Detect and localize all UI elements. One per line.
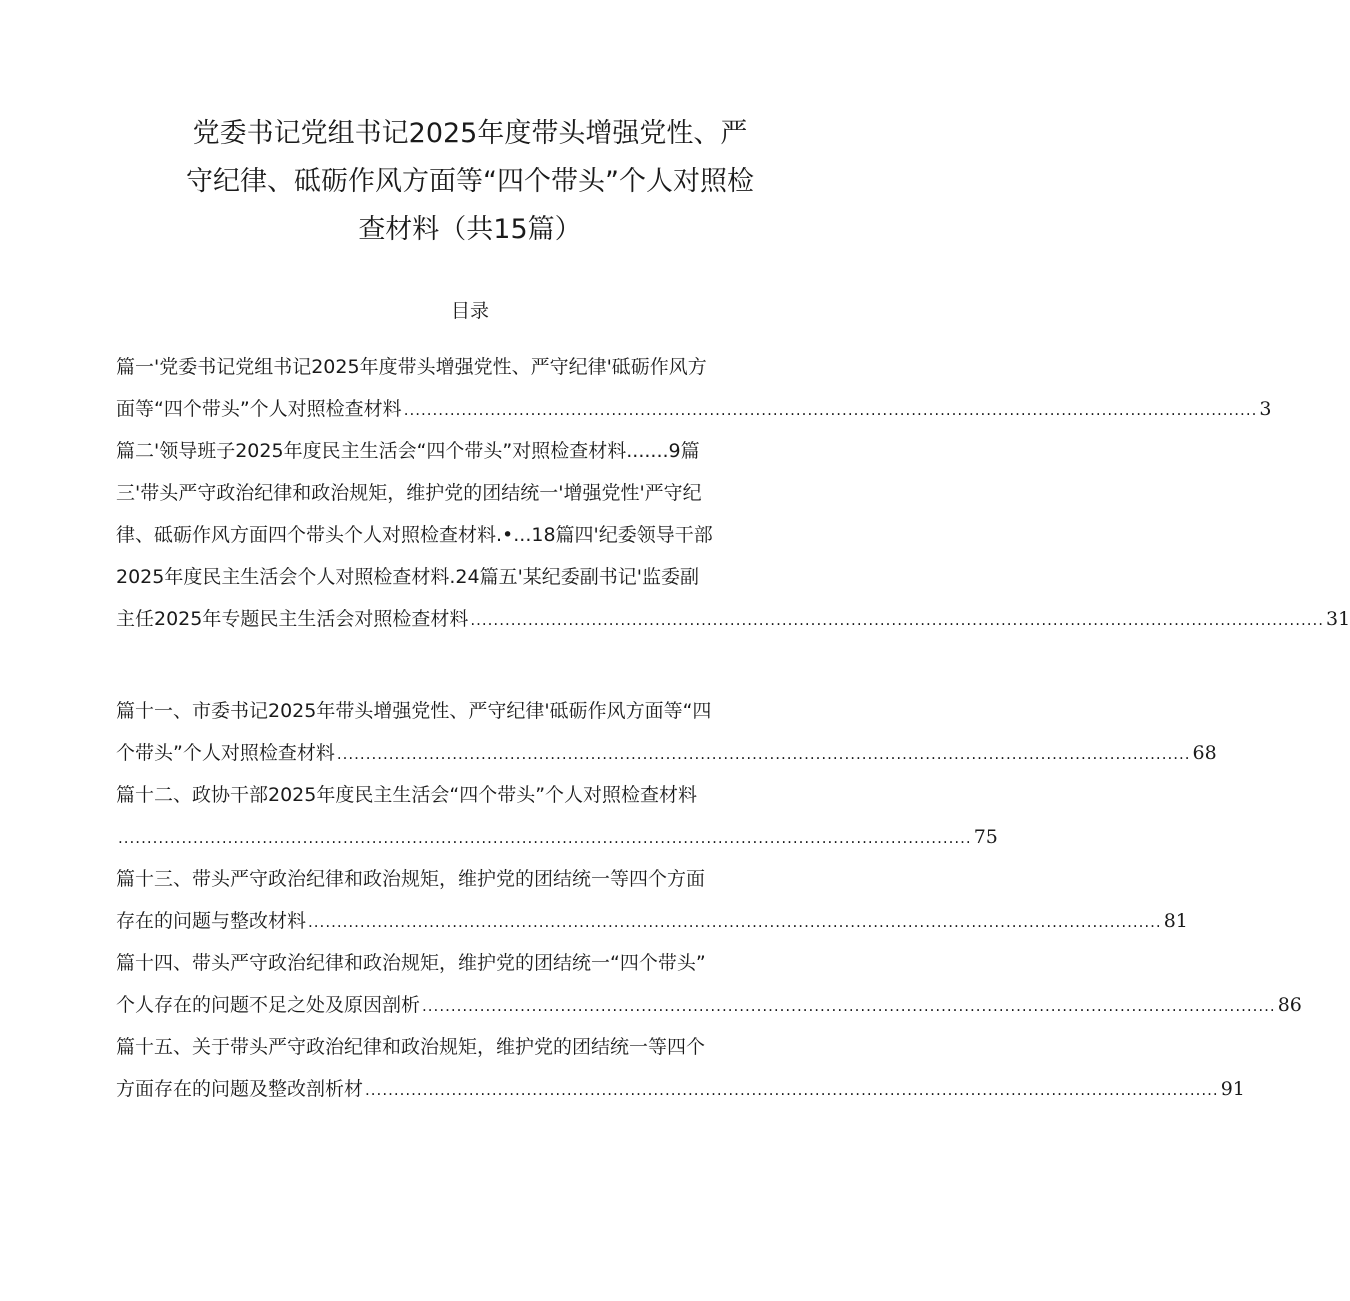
toc-page-number: 91 bbox=[1220, 1078, 1245, 1100]
toc-page-number: 3 bbox=[1259, 398, 1272, 420]
toc-entry-15-line-1[interactable]: 篇十五、关于带头严守政治纪律和政治规矩，维护党的团结统一等四个 bbox=[116, 1036, 706, 1058]
toc-entry-11-line-1[interactable]: 篇十一、市委书记2025年带头增强党性、严守纪律'砥砺作风方面等“四 bbox=[116, 700, 712, 722]
toc-entry-text: 存在的问题与整改材料 bbox=[116, 910, 307, 932]
toc-a-line-4[interactable]: 三'带头严守政治纪律和政治规矩，维护党的团结统一'增强党性'严守纪 bbox=[116, 482, 702, 504]
dot-leader: .................................................................................................................................................... bbox=[308, 913, 1162, 931]
toc-entry-14-line-2[interactable] bbox=[116, 984, 1302, 1026]
toc-page-number: 31 bbox=[1326, 608, 1350, 630]
toc-entry-text: 个人存在的问题不足之处及原因剖析 bbox=[116, 994, 421, 1016]
toc-a-line-6[interactable]: 2025年度民主生活会个人对照检查材料.24篇五'某纪委副书记'监委副 bbox=[116, 566, 700, 588]
toc-entry-text: 主任2025年专题民主生活会对照检查材料 bbox=[116, 608, 469, 630]
toc-entry-text: 个带头”个人对照检查材料 bbox=[116, 742, 335, 764]
toc-entry-15-line-2[interactable] bbox=[116, 1068, 1245, 1110]
toc-entry-12-line-1[interactable]: 篇十二、政协干部2025年度民主生活会“四个带头”个人对照检查材料 bbox=[116, 784, 698, 806]
dot-leader: .................................................................................................................................................... bbox=[422, 997, 1276, 1015]
toc-entry-text: 面等“四个带头”个人对照检查材料 bbox=[116, 398, 402, 420]
toc-entry-11-line-2[interactable] bbox=[116, 732, 1217, 774]
toc-a-line-7[interactable] bbox=[116, 598, 1350, 640]
toc-block-b bbox=[116, 690, 1302, 1110]
toc-page-number: 68 bbox=[1192, 742, 1217, 764]
document-title bbox=[120, 110, 820, 254]
toc-entry-12-line-2[interactable] bbox=[116, 816, 998, 858]
dot-leader: .................................................................................................................................................... bbox=[365, 1081, 1219, 1099]
toc-page-number: 81 bbox=[1163, 910, 1188, 932]
dot-leader: .................................................................................................................................................... bbox=[403, 401, 1258, 419]
dot-leader: .................................................................................................................................................... bbox=[118, 829, 972, 847]
toc-entry-13-line-2[interactable] bbox=[116, 900, 1188, 942]
toc-a-line-1[interactable]: 篇一'党委书记党组书记2025年度带头增强党性、严守纪律'砥砺作风方 bbox=[116, 356, 707, 378]
toc-page-number: 86 bbox=[1277, 994, 1302, 1016]
dot-leader: .................................................................................................................................................... bbox=[470, 611, 1325, 629]
toc-entry-14-line-1[interactable]: 篇十四、带头严守政治纪律和政治规矩，维护党的团结统一“四个带头” bbox=[116, 952, 706, 974]
title-line-1: 党委书记党组书记2025年度带头增强党性、严 bbox=[192, 118, 748, 149]
dot-leader: .................................................................................................................................................... bbox=[336, 745, 1191, 763]
toc-block-a bbox=[116, 346, 1350, 640]
toc-heading: 目录 bbox=[450, 300, 489, 322]
toc-a-line-5[interactable]: 律、砥砺作风方面四个带头个人对照检查材料.•...18篇四'纪委领导干部 bbox=[116, 524, 713, 546]
title-line-3: 查材料（共15篇） bbox=[358, 214, 582, 245]
title-line-2: 守纪律、砥砺作风方面等“四个带头”个人对照检 bbox=[186, 166, 754, 197]
toc-a-line-3[interactable]: 篇二'领导班子2025年度民主生活会“四个带头”对照检查材料.......9篇 bbox=[116, 440, 700, 462]
toc-entry-text: 方面存在的问题及整改剖析材 bbox=[116, 1078, 364, 1100]
toc-page-number: 75 bbox=[973, 826, 998, 848]
toc-entry-13-line-1[interactable]: 篇十三、带头严守政治纪律和政治规矩，维护党的团结统一等四个方面 bbox=[116, 868, 706, 890]
toc-a-line-2[interactable] bbox=[116, 388, 1272, 430]
